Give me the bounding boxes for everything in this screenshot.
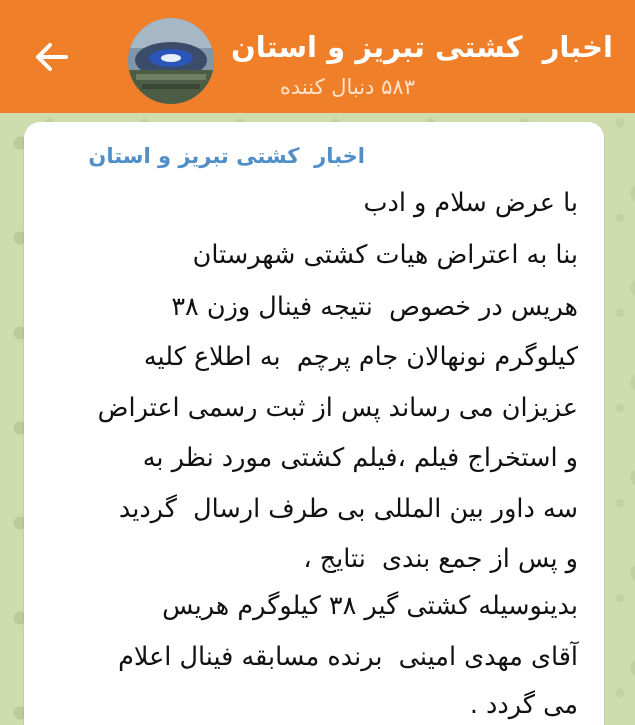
channel-avatar[interactable] — [128, 18, 214, 104]
arrow-left-icon — [26, 32, 76, 82]
message-line: کیلوگرم نونهالان جام پرچم به اطلاع کلیه — [143, 342, 578, 372]
message-line: آقای مهدی امینی برنده مسابقه فینال اعلام — [118, 642, 578, 672]
message-line: بنا به اعتراض هیات کشتی شهرستان — [192, 240, 578, 270]
message-sender[interactable]: اخبار کشتی تبریز و استان — [88, 144, 365, 168]
message-line: با عرض سلام و ادب — [363, 188, 578, 218]
avatar-image — [128, 18, 214, 104]
back-button[interactable] — [26, 32, 76, 82]
channel-header — [0, 0, 635, 113]
message-line: و پس از جمع بندی نتایج ، — [303, 544, 578, 574]
message-line: و استخراج فیلم ،فیلم کشتی مورد نظر به — [142, 443, 578, 473]
message-line: بدینوسیله کشتی گیر ۳۸ کیلوگرم هریس — [162, 591, 578, 621]
follower-count: ۵۸۳ دنبال کننده — [279, 75, 415, 99]
channel-title: اخبار کشتی تبریز و استان — [231, 30, 613, 64]
message-line: می گردد . — [469, 690, 578, 720]
message-line: هریس در خصوص نتیجه فینال وزن ۳۸ — [171, 292, 578, 322]
message-line: سه داور بین المللی بی طرف ارسال گردید — [118, 494, 578, 524]
message-line: عزیزان می رساند پس از ثبت رسمی اعتراض — [97, 393, 578, 423]
